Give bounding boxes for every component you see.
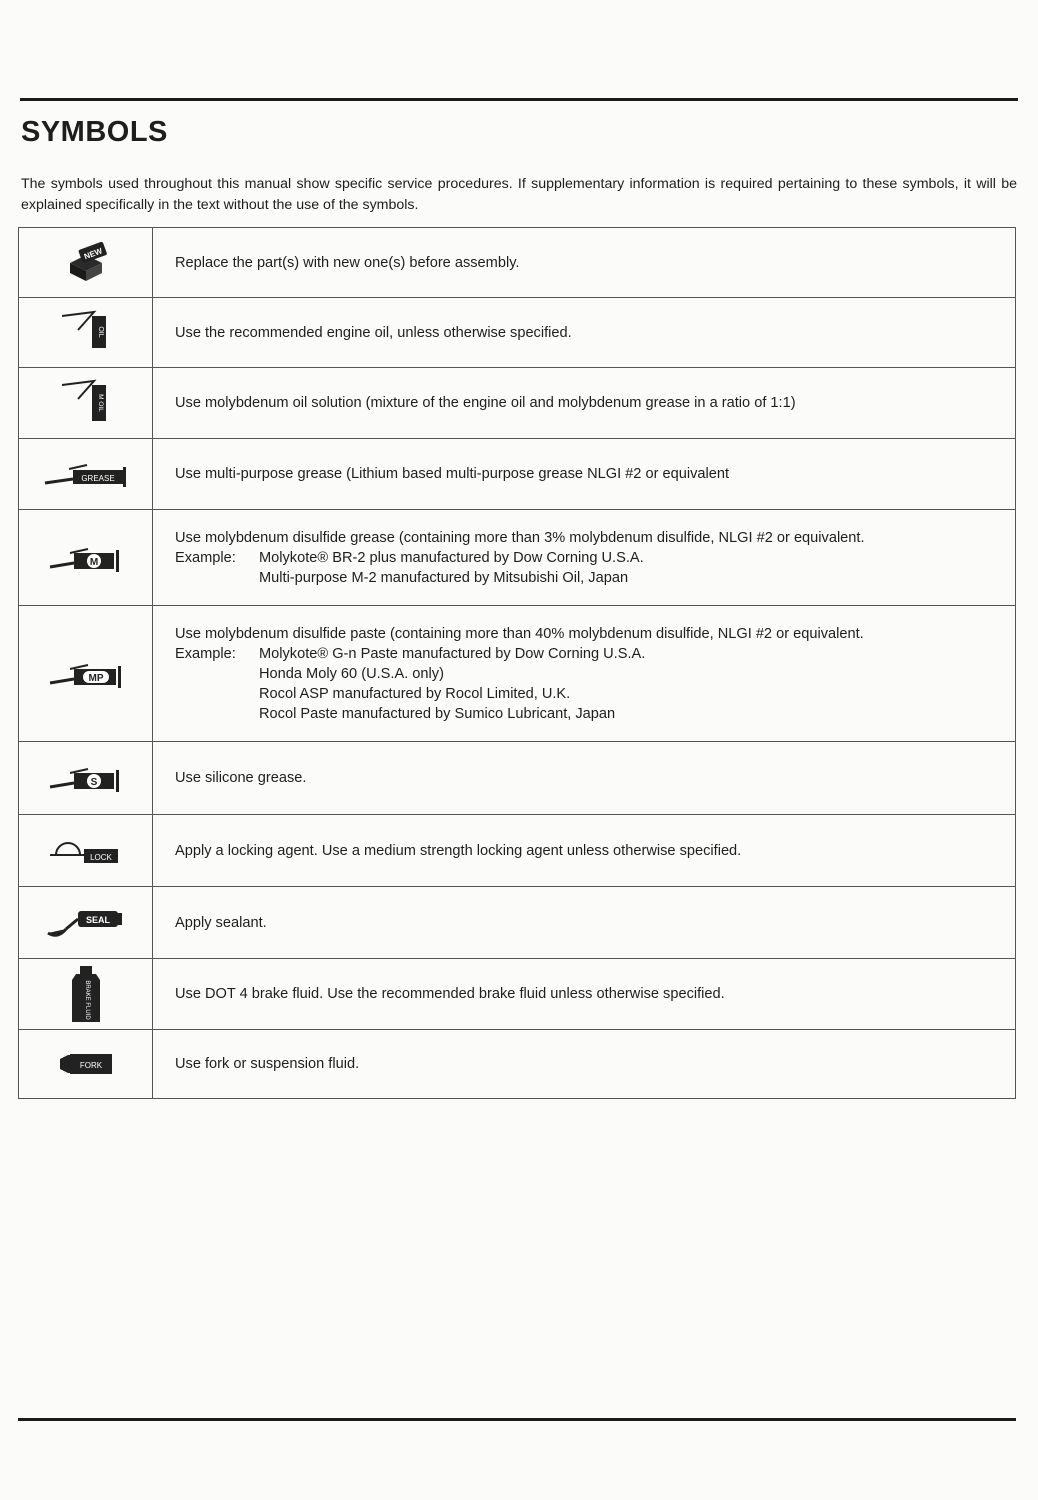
symbol-description: Use fork or suspension fluid. xyxy=(153,1030,1016,1099)
symbol-description: Apply a locking agent. Use a medium strength locking agent unless otherwise specified. xyxy=(153,815,1016,887)
icon-label: M OIL xyxy=(96,394,104,412)
symbols-table xyxy=(18,227,1016,1099)
example-label: Example: xyxy=(175,549,236,566)
icon-label: GREASE xyxy=(80,474,115,483)
icon-label: NEW xyxy=(82,245,104,261)
grease-icon xyxy=(41,457,131,491)
icon-label: M xyxy=(89,556,98,568)
symbol-description: Use the recommended engine oil, unless otherwise specified. xyxy=(153,298,1016,368)
symbol-description: Use silicone grease. xyxy=(153,742,1016,815)
symbol-row xyxy=(19,1030,1016,1099)
locking-agent-icon xyxy=(46,833,126,869)
silicone-grease-icon xyxy=(46,761,126,795)
new-part-icon xyxy=(56,241,116,285)
symbol-row xyxy=(19,510,1016,606)
symbol-description: Use molybdenum oil solution (mixture of the engine oil and molybdenum grease in a ratio of 1:1) xyxy=(153,368,1016,439)
symbol-description xyxy=(153,606,1016,742)
icon-label: LOCK xyxy=(89,852,112,862)
symbol-description: Apply sealant. xyxy=(153,887,1016,959)
symbol-description: Use multi-purpose grease (Lithium based multi-purpose grease NLGI #2 or equivalent xyxy=(153,439,1016,510)
example-item: Honda Moly 60 (U.S.A. only) xyxy=(259,665,444,682)
icon-label: SEAL xyxy=(85,914,110,925)
symbol-row xyxy=(19,298,1016,368)
description-text: Use molybdenum disulfide grease (containing more than 3% molybdenum disulfide, NLGI #2 or equivalent. xyxy=(175,529,865,546)
example-item: Multi-purpose M-2 manufactured by Mitsubishi Oil, Japan xyxy=(259,569,629,586)
moly-grease-icon xyxy=(46,541,126,575)
symbol-row xyxy=(19,228,1016,298)
brake-fluid-icon xyxy=(66,964,106,1024)
symbol-description: Replace the part(s) with new one(s) before assembly. xyxy=(153,228,1016,298)
intro-paragraph: The symbols used throughout this manual show specific service procedures. If supplementary information is required pertaining to these symbols, it will be explained specifically in the text without the use of the symbols. xyxy=(21,176,1017,213)
description-text: Use molybdenum disulfide paste (containing more than 40% molybdenum disulfide, NLGI #2 or equivalent. xyxy=(175,625,864,642)
symbol-row xyxy=(19,815,1016,887)
top-rule xyxy=(20,98,1018,101)
example-label: Example: xyxy=(175,645,236,662)
symbol-row xyxy=(19,368,1016,439)
symbol-row xyxy=(19,742,1016,815)
sealant-icon xyxy=(44,903,128,943)
icon-label: MP xyxy=(88,672,103,684)
bottom-rule xyxy=(18,1418,1016,1421)
symbol-description: Use DOT 4 brake fluid. Use the recommended brake fluid unless otherwise specified. xyxy=(153,959,1016,1030)
symbol-row xyxy=(19,887,1016,959)
moly-paste-icon xyxy=(46,657,126,691)
icon-label: OIL xyxy=(96,325,104,338)
example-item: Rocol ASP manufactured by Rocol Limited, U.K. xyxy=(259,685,571,702)
symbol-row xyxy=(19,439,1016,510)
example-item: Rocol Paste manufactured by Sumico Lubricant, Japan xyxy=(259,705,616,722)
symbol-row xyxy=(19,606,1016,742)
icon-label: FORK xyxy=(79,1061,102,1070)
molybdenum-oil-icon xyxy=(56,377,116,429)
example-item: Molykote® BR-2 plus manufactured by Dow Corning U.S.A. xyxy=(259,549,644,566)
symbol-description xyxy=(153,510,1016,606)
example-item: Molykote® G-n Paste manufactured by Dow Corning U.S.A. xyxy=(259,645,646,662)
page-title: SYMBOLS xyxy=(21,116,168,148)
icon-label: BRAKE FLUID xyxy=(83,980,90,1020)
icon-label: S xyxy=(90,777,97,788)
fork-fluid-icon xyxy=(56,1049,116,1079)
symbol-row xyxy=(19,959,1016,1030)
engine-oil-icon xyxy=(56,308,116,358)
